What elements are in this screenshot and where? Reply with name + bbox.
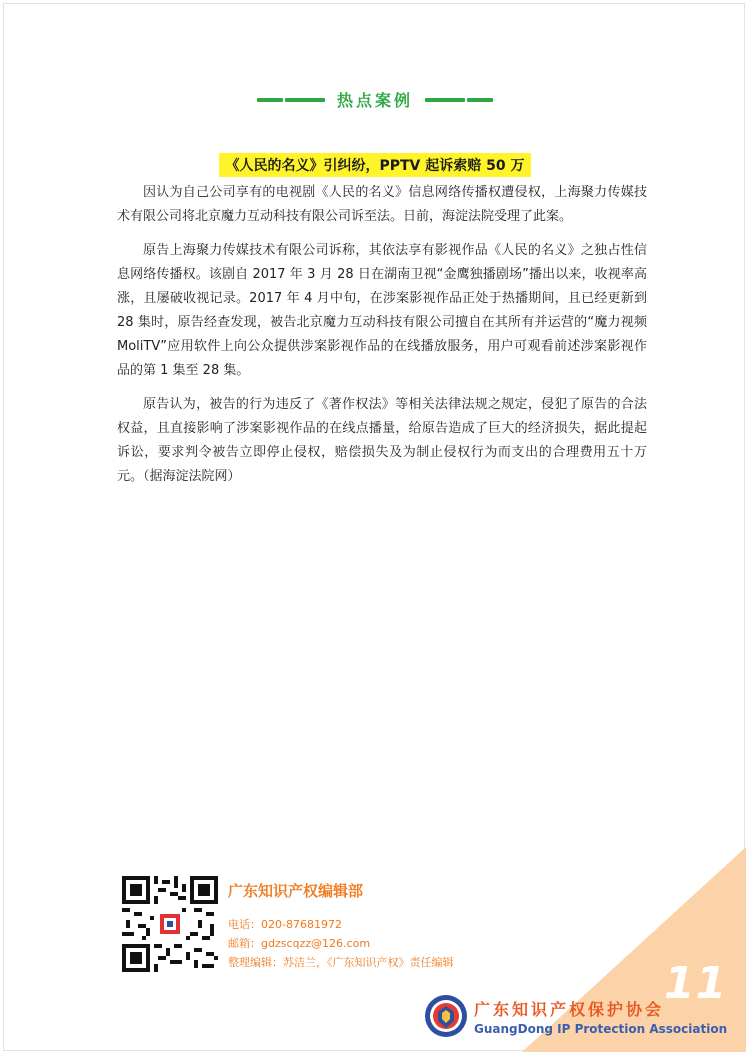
article-headline: 《人民的名义》引纠纷，PPTV 起诉索赔 50 万 xyxy=(219,153,530,177)
article-body xyxy=(117,181,647,499)
footer-text xyxy=(228,880,548,972)
editorial-name: 广东知识产权编辑部 xyxy=(228,882,364,900)
association-name-cn: 广东知识产权保护协会 xyxy=(474,999,665,1019)
paragraph-3: 原告认为，被告的行为违反了《著作权法》等相关法律法规之规定，侵犯了原告的合法权益，且直接影响了涉案影视作品的在线点播量，给原告造成了巨大的经济损失，据此提起诉讼，要求判令被告立即停止侵权，赔偿损失及为制止侵权行为而支出的合理费用五十万元。（据海淀法院网） xyxy=(117,397,647,484)
paragraph-2: 原告上海聚力传媒技术有限公司诉称，其依法享有影视作品《人民的名义》之独占性信息网络传播权。该剧自 2017 年 3 月 28 日在湖南卫视“金鹰独播剧场”播出以来，收视率高涨，且屡破收视记录。2017 年 4 月中旬，在涉案影视作品正处于热播期间，且已经更新到 28 集时，原告经查发现，被告北京魔力互动科技有限公司擅自在其所有并运营的“魔力视频 MoliTV”应用软件上向公众提供涉案影视作品的在线播放服务，用户可观看前述涉案影视作品的第 1 集至 28 集。 xyxy=(117,243,647,378)
section-title: 热点案例 xyxy=(336,91,413,110)
title-bar-left xyxy=(257,98,283,102)
page-number: 11 xyxy=(664,958,728,1009)
title-bar-left-long xyxy=(285,98,325,102)
association-text xyxy=(474,997,727,1036)
email[interactable]: 邮箱：gdzscqzz@126.com xyxy=(228,937,371,950)
title-bar-right xyxy=(467,98,493,102)
paragraph-1: 因认为自己公司享有的电视剧《人民的名义》信息网络传播权遭侵权，上海聚力传媒技术有限公司将北京魔力互动科技有限公司诉至法。日前，海淀法院受理了此案。 xyxy=(117,185,647,224)
association-name-en: GuangDong IP Protection Association xyxy=(474,1021,728,1036)
association-logo-icon xyxy=(424,994,468,1038)
article-headline-wrap xyxy=(0,153,750,177)
title-bar-right-long xyxy=(425,98,465,102)
qr-code-icon xyxy=(122,876,218,972)
association-brand xyxy=(424,994,727,1038)
editor-credit: 整理编辑：苏洁兰，《广东知识产权》责任编辑 xyxy=(228,956,454,969)
phone: 电话：020-87681972 xyxy=(228,918,342,931)
section-header xyxy=(0,88,750,111)
